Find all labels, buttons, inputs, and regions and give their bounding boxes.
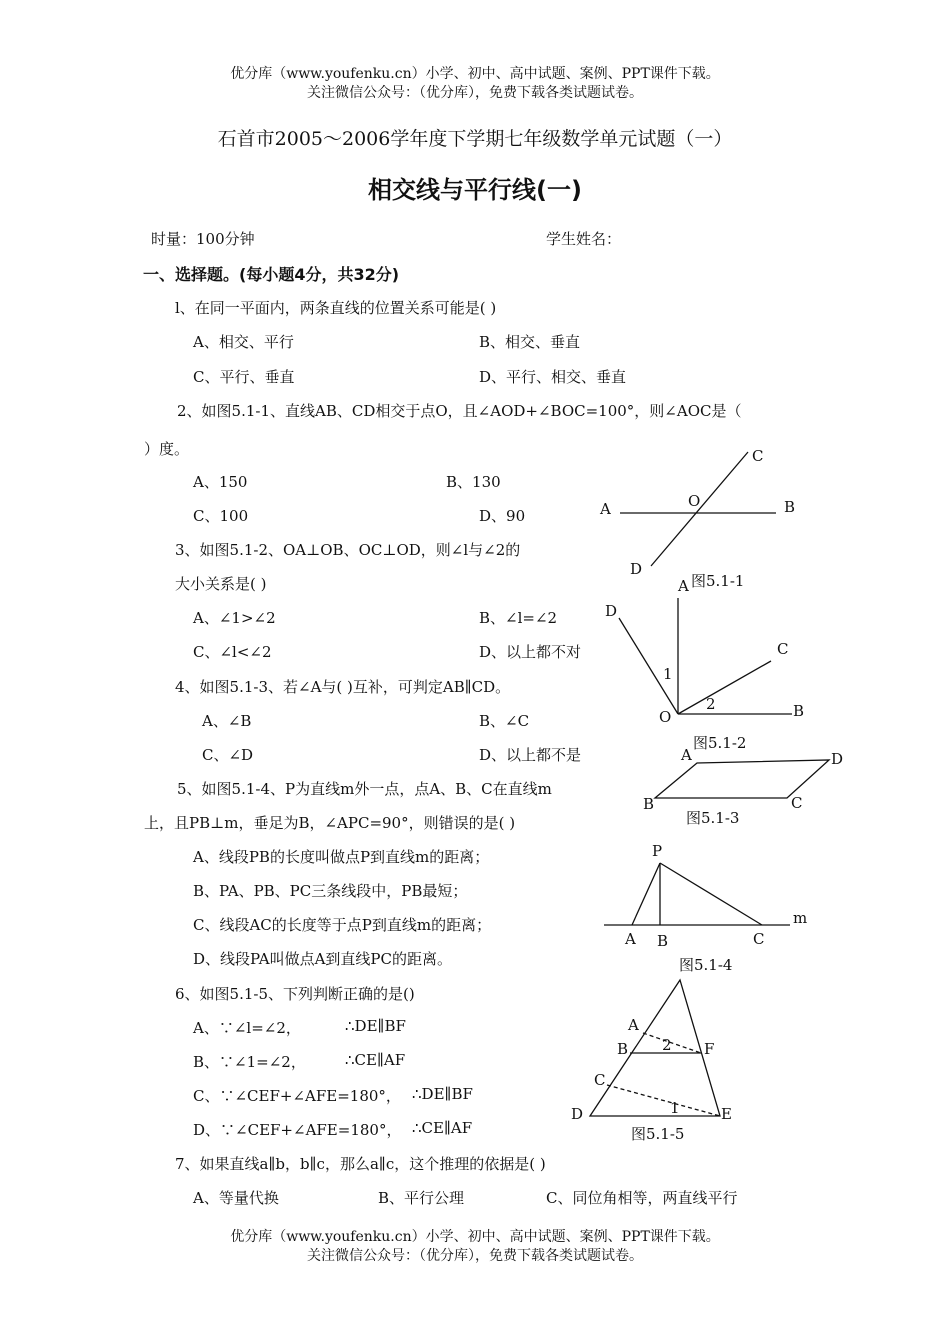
- fig4-label-p: P: [652, 842, 663, 860]
- student-name-label: 学生姓名：: [546, 230, 622, 248]
- fig5-label-d: D: [571, 1105, 584, 1123]
- q7-stem: 7、如果直线a∥b，b∥c，那么a∥c，这个推理的依据是( ): [175, 1155, 546, 1173]
- fig3-label-a: A: [681, 746, 692, 764]
- fig5-label-angle-1: 1: [670, 1099, 680, 1117]
- q6-option-d-reason: D、∵∠CEF+∠AFE=180°，: [193, 1121, 402, 1139]
- footer-line-1: 优分库（www.youfenku.cn）小学、初中、高中试题、案例、PPT课件下载。: [230, 1229, 720, 1245]
- q4-option-d: D、以上都不是: [479, 746, 582, 764]
- q6-option-d-conclusion: ∴CE∥AF: [412, 1119, 473, 1137]
- fig1-caption: 图5.1-1: [691, 572, 745, 590]
- fig5-dashed-af: [643, 1033, 701, 1053]
- q5-stem-2: 上，且PB⊥m，垂足为B，∠APC=90°，则错误的是( ): [144, 814, 516, 832]
- q1-option-c: C、平行、垂直: [193, 368, 295, 386]
- q6-option-a-conclusion: ∴DE∥BF: [345, 1017, 406, 1035]
- fig5-label-angle-2: 2: [662, 1036, 672, 1054]
- fig2-label-b: B: [793, 702, 805, 720]
- q3-option-c: C、∠l<∠2: [193, 643, 272, 661]
- fig1-label-b: B: [784, 498, 796, 516]
- q3-option-a: A、∠1>∠2: [193, 609, 276, 627]
- q3-option-d: D、以上都不对: [479, 643, 582, 661]
- fig5-label-c: C: [594, 1071, 606, 1089]
- fig5-caption: 图5.1-5: [631, 1125, 685, 1143]
- q7-option-b: B、平行公理: [378, 1189, 465, 1207]
- fig4-label-b: B: [657, 932, 669, 950]
- q6-option-c-reason: C、∵∠CEF+∠AFE=180°，: [193, 1087, 401, 1105]
- fig3-caption: 图5.1-3: [686, 809, 740, 827]
- fig4-label-c: C: [753, 930, 765, 948]
- fig4-segment-pc: [660, 863, 762, 925]
- q7-option-a: A、等量代换: [193, 1189, 279, 1207]
- fig1-label-o: O: [688, 492, 701, 510]
- exam-time: 时量：100分钟: [151, 230, 255, 248]
- fig2-caption: 图5.1-2: [693, 734, 747, 752]
- q1-option-b: B、相交、垂直: [479, 333, 581, 351]
- q4-option-c: C、∠D: [202, 746, 254, 764]
- fig3-label-c: C: [791, 794, 803, 812]
- q1-stem: l、在同一平面内，两条直线的位置关系可能是( ): [175, 299, 497, 317]
- fig3-parallelogram: [655, 760, 829, 798]
- q5-option-b: B、PA、PB、PC三条线段中，PB最短；: [193, 882, 468, 900]
- fig3-label-b: B: [643, 795, 655, 813]
- fig2-label-o: O: [659, 708, 672, 726]
- q2-option-b: B、130: [446, 473, 501, 491]
- q2-option-c: C、100: [193, 507, 249, 525]
- fig2-label-d: D: [605, 602, 618, 620]
- fig3-label-d: D: [831, 750, 844, 768]
- q4-option-b: B、∠C: [479, 712, 530, 730]
- fig5-label-a: A: [628, 1016, 639, 1034]
- q3-stem-1: 3、如图5.1-2、OA⊥OB、OC⊥OD，则∠l与∠2的: [175, 541, 521, 559]
- fig2-label-angle-1: 1: [663, 665, 673, 683]
- q7-option-c: C、同位角相等，两直线平行: [546, 1189, 738, 1207]
- fig4-label-a: A: [625, 930, 636, 948]
- fig2-label-a: A: [678, 577, 689, 595]
- fig5-label-f: F: [704, 1040, 715, 1058]
- q3-option-b: B、∠l=∠2: [479, 609, 558, 627]
- fig2-label-angle-2: 2: [706, 695, 716, 713]
- fig5-triangle: [590, 980, 720, 1116]
- section-heading: 一、选择题。(每小题4分，共32分): [143, 265, 400, 284]
- fig1-label-d: D: [630, 560, 643, 578]
- q1-option-a: A、相交、平行: [193, 333, 294, 351]
- q5-option-c: C、线段AC的长度等于点P到直线m的距离；: [193, 916, 492, 934]
- fig5-label-b: B: [617, 1040, 629, 1058]
- q5-option-d: D、线段PA叫做点A到直线PC的距离。: [193, 950, 452, 968]
- exam-subtitle: 石首市2005～2006学年度下学期七年级数学单元试题（一）: [217, 128, 733, 150]
- q3-stem-2: 大小关系是( ): [175, 575, 267, 593]
- q5-stem-1: 5、如图5.1-4、P为直线m外一点，点A、B、C在直线m: [177, 780, 552, 798]
- q4-stem: 4、如图5.1-3、若∠A与( )互补，可判定AB∥CD。: [175, 678, 511, 696]
- fig5-dashed-ce: [607, 1085, 720, 1116]
- q4-option-a: A、∠B: [202, 712, 252, 730]
- fig4-label-m: m: [793, 909, 808, 927]
- q2-option-d: D、90: [479, 507, 526, 525]
- fig2-label-c: C: [777, 640, 789, 658]
- q5-option-a: A、线段PB的长度叫做点P到直线m的距离；: [193, 848, 490, 866]
- q2-stem-2: ）度。: [144, 440, 190, 458]
- q2-stem-1: 2、如图5.1-1、直线AB、CD相交于点O，且∠AOD+∠BOC=100°，则∠AOC是（: [177, 402, 742, 420]
- fig1-label-c: C: [752, 447, 764, 465]
- fig4-segment-pa: [632, 863, 660, 925]
- exam-title: 相交线与平行线(一): [368, 176, 582, 204]
- header-line-1: 优分库（www.youfenku.cn）小学、初中、高中试题、案例、PPT课件下载。: [230, 66, 720, 82]
- fig5-label-e: E: [721, 1105, 732, 1123]
- fig2-ray-oc: [678, 661, 771, 714]
- header-line-2: 关注微信公众号：（优分库），免费下载各类试题试卷。: [307, 85, 643, 101]
- fig1-label-a: A: [600, 500, 611, 518]
- q6-option-a-reason: A、∵∠l=∠2，: [193, 1019, 301, 1037]
- q6-stem: 6、如图5.1-5、下列判断正确的是(): [175, 985, 415, 1003]
- footer-line-2: 关注微信公众号：（优分库），免费下载各类试题试卷。: [307, 1248, 643, 1264]
- q6-option-b-reason: B、∵∠1=∠2，: [193, 1053, 306, 1071]
- q2-option-a: A、150: [193, 473, 248, 491]
- q1-option-d: D、平行、相交、垂直: [479, 368, 627, 386]
- q6-option-b-conclusion: ∴CE∥AF: [345, 1051, 406, 1069]
- q6-option-c-conclusion: ∴DE∥BF: [412, 1085, 473, 1103]
- fig4-caption: 图5.1-4: [679, 956, 733, 974]
